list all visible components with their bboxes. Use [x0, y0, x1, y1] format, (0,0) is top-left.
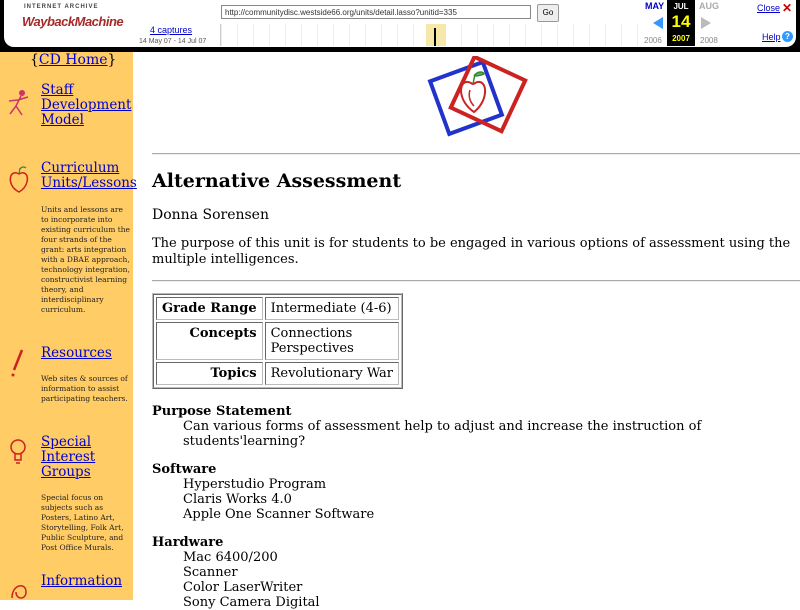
unit-info-table [152, 293, 403, 389]
wayback-next-month: AUG [699, 1, 719, 11]
sidebar-link-line: Units/Lessons [41, 175, 137, 191]
cd-home-brace-close: } [107, 52, 117, 68]
sidebar-link-line: Resources [41, 345, 112, 361]
wayback-logo-top: INTERNET ARCHIVE [24, 4, 99, 10]
wayback-url-input[interactable]: http://communitydisc.westside66.org/units/detail.lasso?unitid=335 [221, 5, 531, 19]
wayback-current-month: JUL [673, 2, 689, 11]
sidebar-link-line: Information [41, 573, 123, 589]
concepts-key: Concepts [156, 322, 263, 360]
wayback-go-button[interactable]: Go [537, 4, 559, 22]
wayback-captures-link[interactable]: 4 captures [150, 25, 193, 35]
grade-range-key: Grade Range [156, 297, 263, 320]
wayback-toolbar-panel [4, 0, 796, 47]
purpose-heading: Purpose Statement [152, 404, 292, 419]
wayback-logo[interactable] [20, 4, 124, 38]
sidebar-desc-curriculum: Units and lessons are to incorporate into existing curriculum the four strands of the grant: arts integration with a DBAE approach, technology integration, constructivist learning theory, and interdisciplinary curriculum. [41, 205, 130, 314]
concepts-value [265, 322, 399, 360]
wayback-prev-month[interactable]: MAY [645, 1, 665, 11]
concepts-value-1: Connections [270, 326, 353, 341]
hardware-heading: Hardware [152, 535, 224, 550]
sidebar-link-line: Curriculum [41, 160, 120, 176]
list-item: Scanner [183, 565, 238, 580]
list-item: Color LaserWriter [183, 580, 303, 595]
hardware-list [183, 550, 783, 610]
sidebar-link-line: Model [41, 112, 84, 128]
help-icon[interactable]: ? [782, 31, 793, 42]
wayback-current-day: 14 [671, 12, 691, 31]
divider-middle [152, 280, 800, 282]
grade-range-value: Intermediate (4-6) [265, 297, 399, 320]
cd-home [30, 52, 116, 68]
author-name: Donna Sorensen [152, 207, 269, 223]
sidebar-link-staff-development[interactable] [41, 83, 131, 128]
list-item: Hyperstudio Program [183, 477, 327, 492]
wayback-help-link[interactable]: Help [762, 32, 781, 42]
wayback-prev-arrow-icon[interactable] [653, 17, 663, 29]
wayback-sparkline-highlight [426, 24, 446, 46]
sidebar-link-line: Interest [41, 449, 96, 465]
sidebar-link-curriculum[interactable] [41, 161, 137, 191]
table-row [156, 362, 399, 385]
software-list [183, 477, 783, 522]
page-title: Alternative Assessment [152, 170, 402, 192]
close-icon[interactable]: ✕ [782, 1, 793, 15]
apple-icon [6, 165, 32, 195]
wayback-prev-year: 2006 [644, 36, 662, 45]
list-item: Sony Camera Digital [183, 595, 320, 610]
list-item: Claris Works 4.0 [183, 492, 292, 507]
table-row [156, 322, 399, 360]
dancer-icon [6, 88, 32, 118]
wayback-current-year: 2007 [672, 34, 690, 43]
wayback-capture-range: 14 May 07 - 14 Jul 07 [139, 38, 207, 45]
sidebar-link-special-interest[interactable] [41, 435, 95, 480]
apple-logo [420, 56, 535, 141]
wayback-close-link[interactable]: Close [757, 3, 781, 13]
topics-value: Revolutionary War [265, 362, 399, 385]
cd-home-brace-open: { [30, 52, 39, 68]
lightbulb-icon [6, 438, 32, 468]
table-row [156, 297, 399, 320]
sidebar-link-information[interactable] [41, 574, 122, 589]
wayback-next-arrow-icon [701, 17, 711, 29]
cd-home-link[interactable]: CD Home [38, 52, 108, 68]
sidebar-link-line: Development [41, 97, 132, 113]
purpose-text: Can various forms of assessment help to adjust and increase the instruction of students'learning? [183, 419, 702, 449]
list-item: Apple One Scanner Software [183, 507, 375, 522]
divider-top [152, 153, 800, 155]
exclamation-icon [6, 348, 32, 378]
list-item: Mac 6400/200 [183, 550, 278, 565]
concepts-value-2: Perspectives [270, 341, 354, 356]
topics-key: Topics [156, 362, 263, 385]
sidebar-desc-special-interest: Special focus on subjects such as Posters, Latino Art, Storytelling, Folk Art, Public Sculpture, and Post Office Murals. [41, 493, 124, 552]
wayback-toolbar [0, 0, 800, 52]
wayback-sparkline-capture [434, 28, 436, 46]
intro-paragraph: The purpose of this unit is for students to be engaged in various options of assessment using the multiple intelligences. [152, 236, 791, 267]
info-swirl-icon [6, 576, 32, 606]
software-heading: Software [152, 462, 217, 477]
sidebar-link-line: Groups [41, 464, 91, 480]
sidebar-link-line: Special [41, 434, 92, 450]
wayback-current-date [667, 0, 695, 46]
sidebar-link-line: Staff [41, 82, 74, 98]
sidebar-link-resources[interactable] [41, 346, 112, 361]
sidebar-desc-resources: Web sites & sources of information to assist participating teachers. [41, 374, 128, 403]
wayback-logo-main: WaybackMachine [22, 14, 124, 29]
wayback-next-year: 2008 [700, 36, 718, 45]
